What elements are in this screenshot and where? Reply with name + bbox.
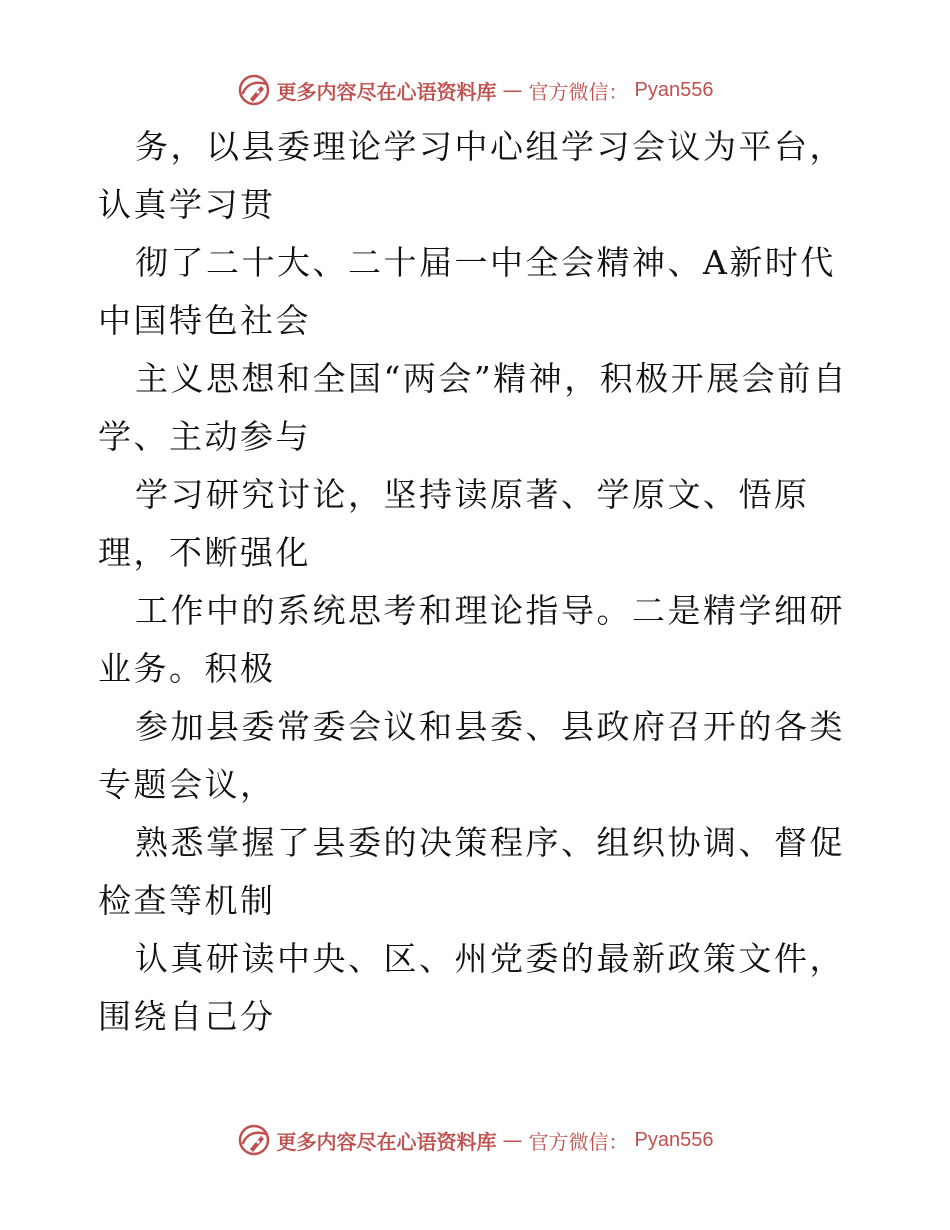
paragraph-6: 参加县委常委会议和县委、县政府召开的各类专题会议， <box>98 707 845 804</box>
footer-wechat-label: 官方微信： <box>528 1129 629 1154</box>
header-wechat-id: Pyan556 <box>634 78 714 101</box>
paragraph-5: 工作中的系统思考和理论指导。二是精学细研业务。积极 <box>98 591 845 688</box>
header-brand-name: 更多内容尽在心语资料库 <box>276 79 497 104</box>
page-footer <box>0 1120 950 1160</box>
footer-brand-name: 更多内容尽在心语资料库 <box>276 1129 497 1154</box>
paragraph-2: 彻了二十大、二十届一中全会精神、A新时代中国特色社会 <box>98 243 836 340</box>
page-header <box>0 70 950 110</box>
footer-separator: — <box>502 1128 523 1152</box>
footer-wechat-id: Pyan556 <box>634 1128 714 1151</box>
paragraph-4: 学习研究讨论，坚持读原著、学原文、悟原理，不断强化 <box>98 475 810 572</box>
pen-nib-logo-icon <box>237 73 271 107</box>
paragraph-8: 认真研读中央、区、州党委的最新政策文件，围绕自己分 <box>98 939 845 1036</box>
paragraph-7: 熟悉掌握了县委的决策程序、组织协调、督促检查等机制 <box>98 823 845 920</box>
header-brand <box>237 73 714 107</box>
paragraph-1: 务，以县委理论学习中心组学习会议为平台，认真学习贯 <box>98 127 845 224</box>
document-body <box>98 118 858 1046</box>
paragraph-3: 主义思想和全国“两会”精神，积极开展会前自学、主动参与 <box>98 359 849 456</box>
footer-brand <box>237 1123 714 1157</box>
header-separator: — <box>502 78 523 102</box>
header-wechat-label: 官方微信： <box>528 79 629 104</box>
pen-nib-logo-icon <box>237 1123 271 1157</box>
